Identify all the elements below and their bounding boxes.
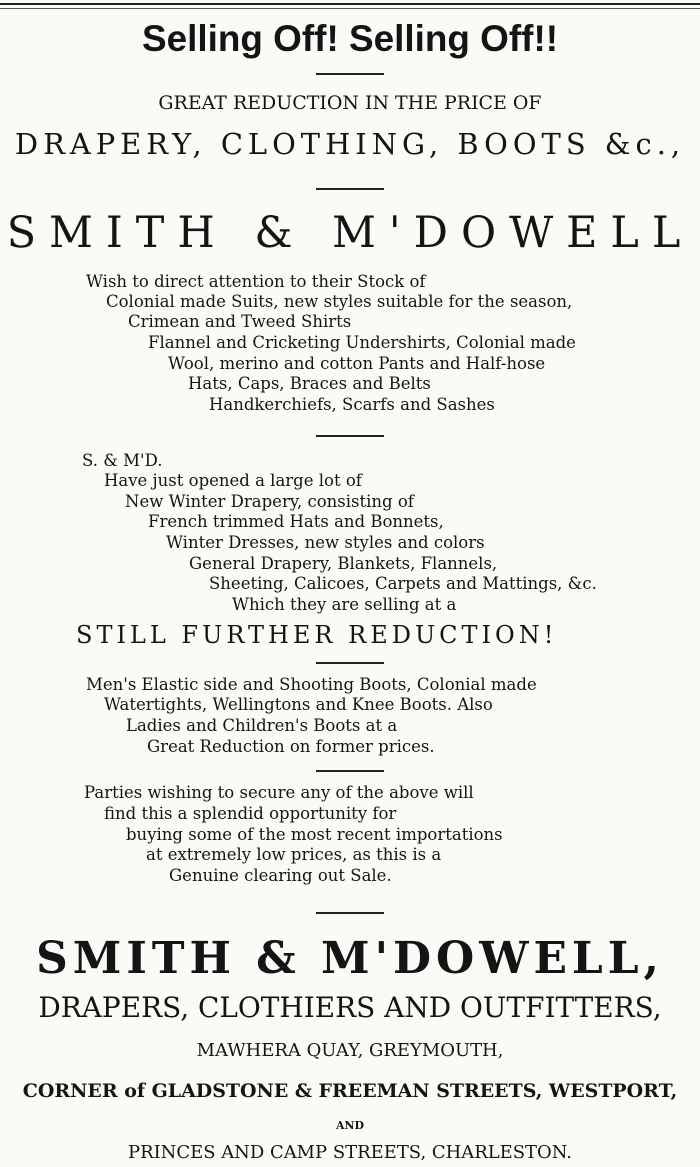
top-border-rule-thin [0,8,700,9]
list-item: find this a splendid opportunity for [104,804,397,823]
separator-rule [316,912,384,914]
list-item: New Winter Drapery, consisting of [125,492,414,511]
list-item: Hats, Caps, Braces and Belts [188,374,431,393]
list-item: Wish to direct attention to their Stock of [86,272,426,291]
list-item: Flannel and Cricketing Undershirts, Colonial made [148,333,576,352]
address-westport: CORNER of GLADSTONE & FREEMAN STREETS, WESTPORT, [22,1080,678,1102]
headline: Selling Off! Selling Off!! [141,18,559,59]
list-item: Colonial made Suits, new styles suitable for the season, [106,292,573,311]
separator-rule [316,73,384,75]
reduction-banner: STILL FURTHER REDUCTION! [76,621,558,649]
separator-rule [316,435,384,437]
list-item: Watertights, Wellingtons and Knee Boots. Also [104,695,493,714]
subhead: GREAT REDUCTION IN THE PRICE OF [158,92,542,114]
separator-rule [316,662,384,664]
list-item: Have just opened a large lot of [104,471,362,490]
list-item: Winter Dresses, new styles and colors [166,533,485,552]
list-item: General Drapery, Blankets, Flannels, [189,554,498,573]
list-item: Men's Elastic side and Shooting Boots, Colonial made [86,675,537,694]
list-item: buying some of the most recent importations [126,825,503,844]
list-item: Crimean and Tweed Shirts [128,312,352,331]
list-item: Parties wishing to secure any of the above will [84,783,474,802]
list-item: at extremely low prices, as this is a [146,845,442,864]
list-item: Great Reduction on former prices. [147,737,435,756]
list-item: Sheeting, Calicoes, Carpets and Mattings, &c. [209,574,597,593]
address-charleston: PRINCES AND CAMP STREETS, CHARLESTON. [127,1142,572,1163]
trade-line: DRAPERS, CLOTHIERS AND OUTFITTERS, [38,991,662,1024]
address-and: AND [335,1119,365,1132]
goods-line: DRAPERY, CLOTHING, BOOTS &c., [14,127,686,161]
separator-rule [316,188,384,190]
top-border-rule [0,3,700,5]
list-item: S. & M'D. [82,451,163,470]
list-item: Ladies and Children's Boots at a [126,716,398,735]
list-item: Which they are selling at a [232,595,457,614]
separator-rule [316,770,384,772]
firm-name: SMITH & M'DOWELL [6,208,694,258]
footer-firm-name: SMITH & M'DOWELL, [36,933,664,984]
list-item: Wool, merino and cotton Pants and Half-hose [168,354,546,373]
list-item: Genuine clearing out Sale. [169,866,392,885]
address-greymouth: MAWHERA QUAY, GREYMOUTH, [196,1040,504,1061]
list-item: Handkerchiefs, Scarfs and Sashes [209,395,495,414]
list-item: French trimmed Hats and Bonnets, [148,512,444,531]
